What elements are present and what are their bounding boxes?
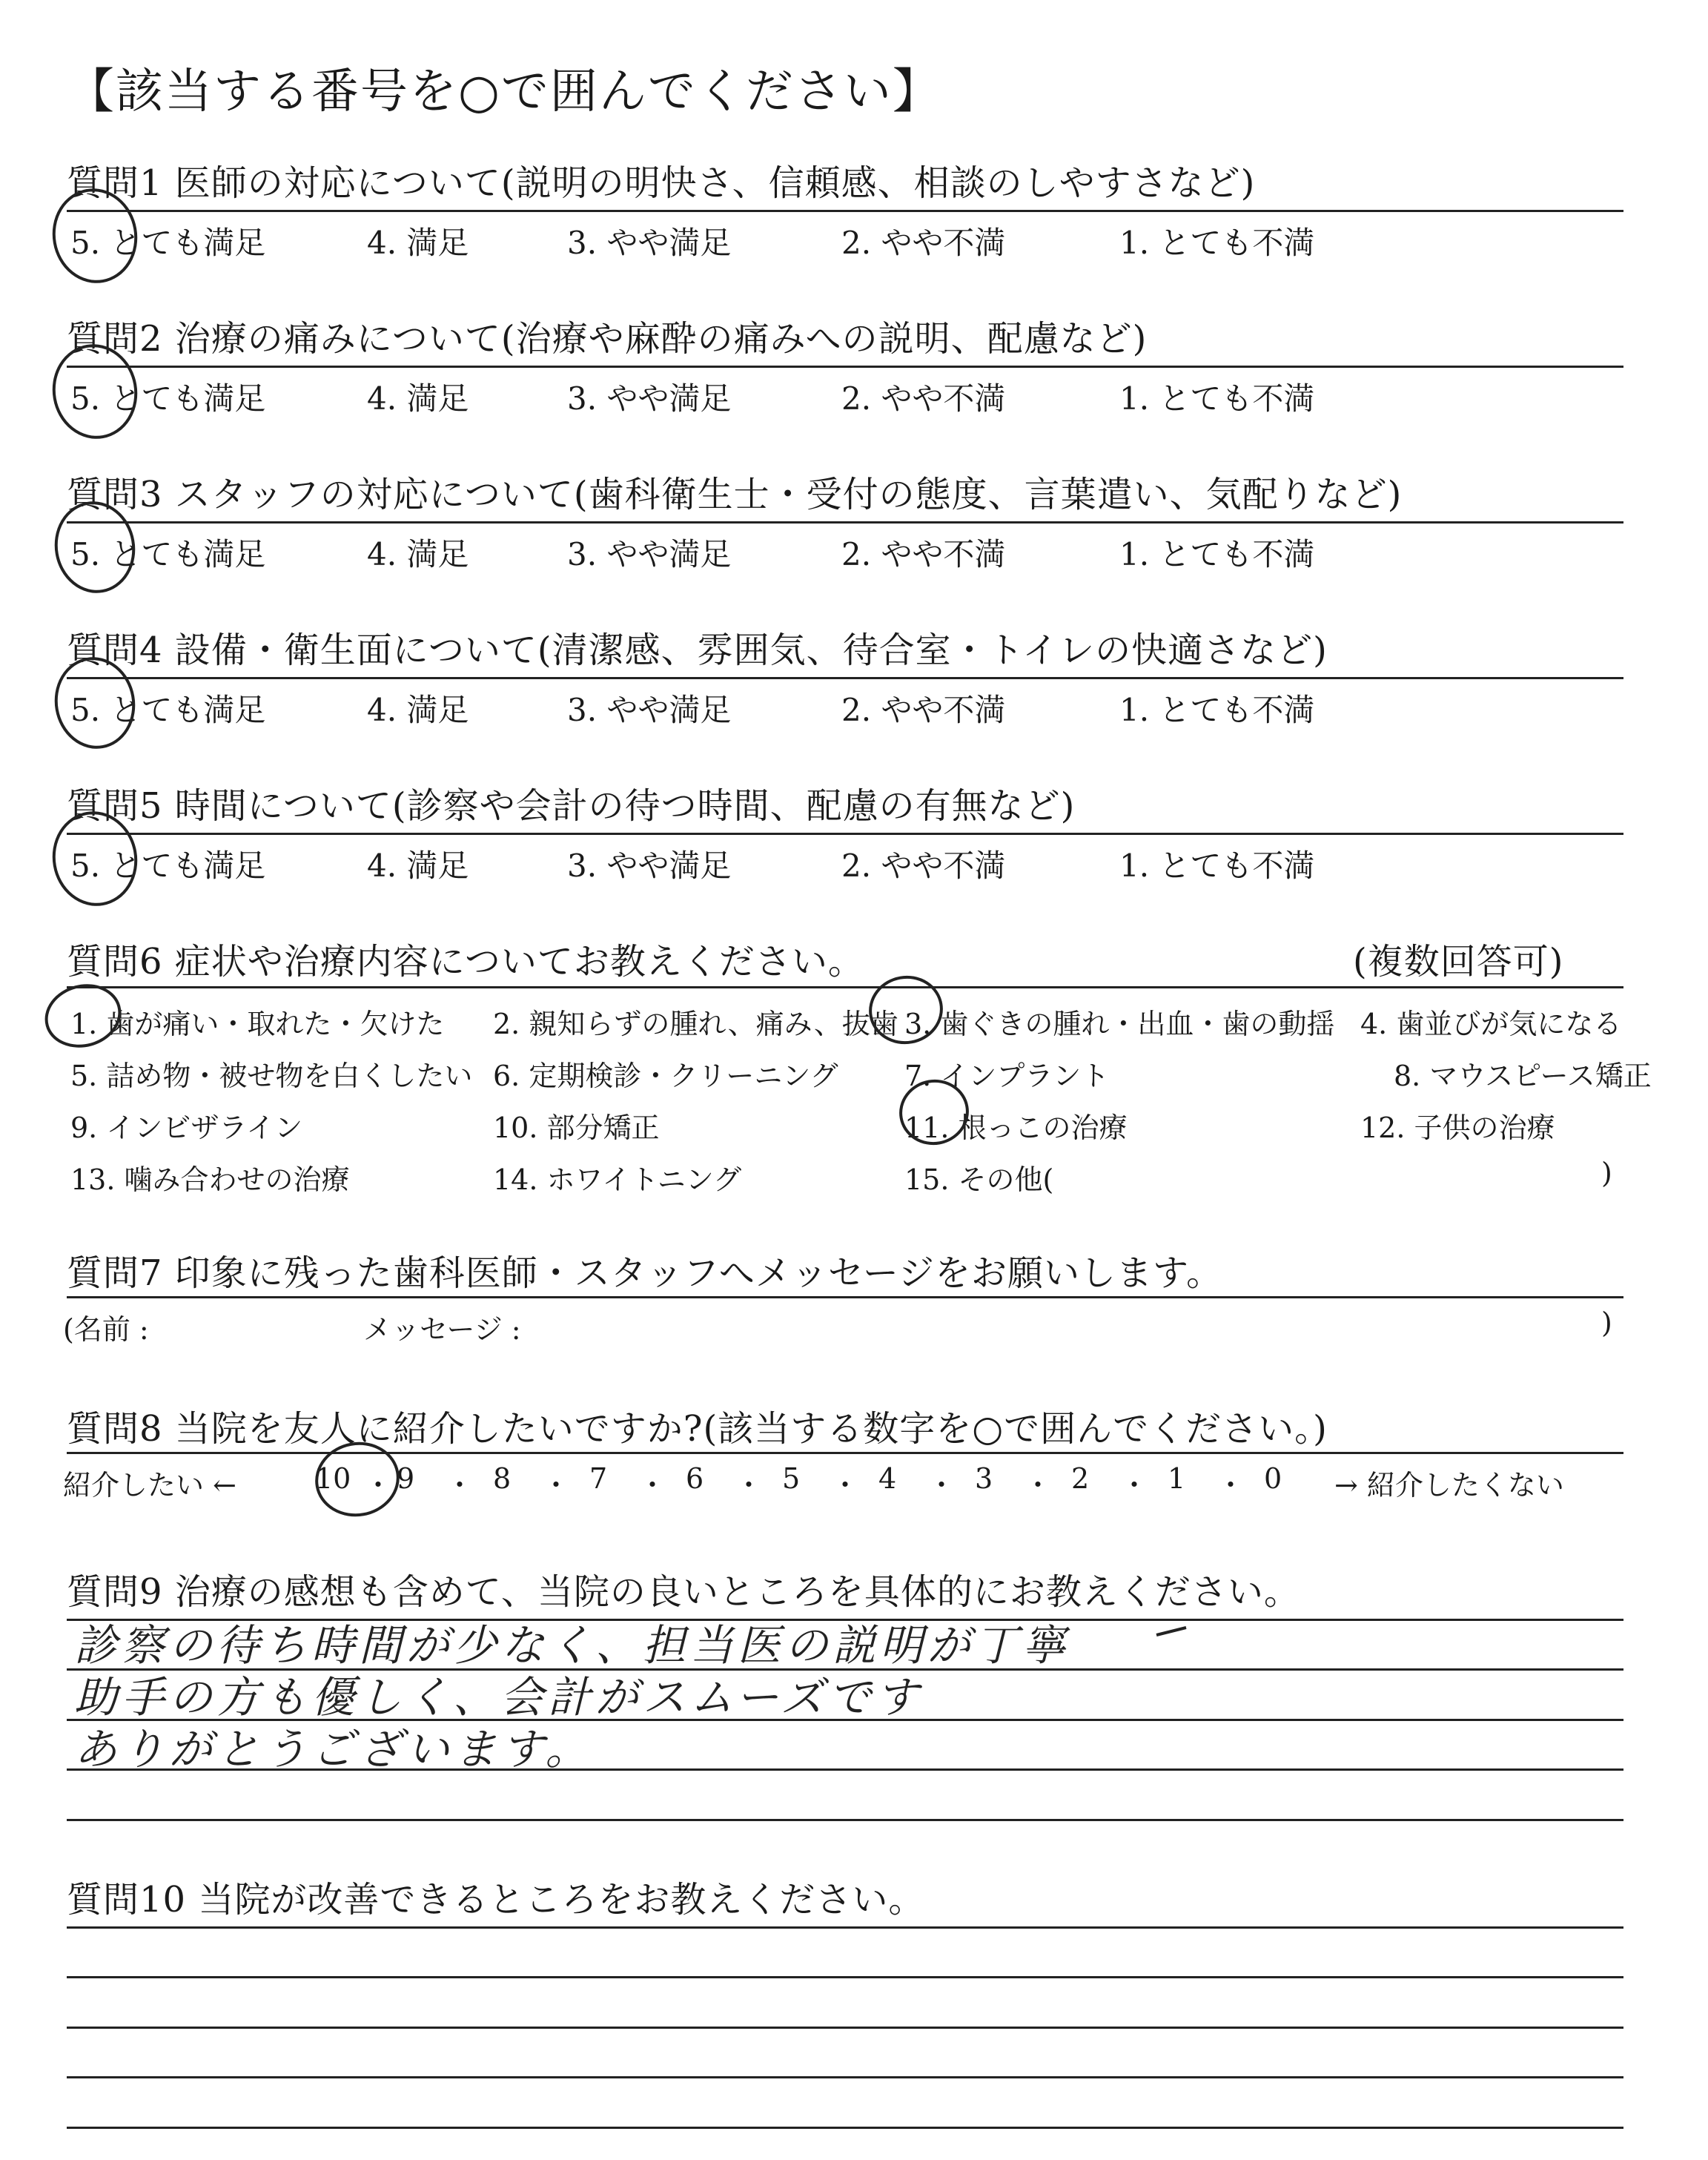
scale-5[interactable]: 5 (782, 1462, 801, 1495)
q5-option-2[interactable]: 2. やや不満 (841, 848, 1006, 884)
divider (67, 521, 1623, 524)
scale-dot: ・ (1119, 1469, 1148, 1502)
q2-option-1[interactable]: 1. とても不満 (1119, 380, 1315, 417)
handwritten-stroke (1156, 1628, 1186, 1635)
question-5-title: 質問5 時間について(診察や会計の待つ時間、配慮の有無など) (67, 785, 1076, 827)
divider (67, 1452, 1623, 1454)
scale-2[interactable]: 2 (1071, 1462, 1090, 1495)
question-2-title: 質問2 治療の痛みについて(治療や麻酔の痛みへの説明、配慮など) (67, 318, 1148, 360)
q6-option-3[interactable]: 3. 歯ぐきの腫れ・出血・歯の動揺 (904, 1008, 1335, 1040)
q2-option-5[interactable]: 5. とても満足 (70, 380, 266, 417)
q1-option-3[interactable]: 3. やや満足 (567, 225, 732, 261)
q6-option-12[interactable]: 12. 子供の治療 (1360, 1112, 1555, 1144)
divider (67, 210, 1623, 212)
scale-4[interactable]: 4 (878, 1462, 897, 1495)
q6-option-14[interactable]: 14. ホワイトニング (493, 1163, 742, 1196)
handwritten-answer-line-3: ありがとうございます。 (74, 1724, 593, 1774)
scale-dot: ・ (363, 1469, 392, 1502)
q4-option-5[interactable]: 5. とても満足 (70, 692, 266, 728)
scale-dot: ・ (445, 1469, 474, 1502)
handwritten-answer-line-2: 助手の方も優しく、会計がスムーズです (74, 1672, 924, 1723)
q5-option-5[interactable]: 5. とても満足 (70, 848, 266, 884)
scale-dot: ・ (927, 1469, 956, 1502)
recommend-right-label: → 紹介したくない (1334, 1469, 1564, 1502)
q3-option-4[interactable]: 4. 満足 (367, 536, 469, 572)
q6-option-11[interactable]: 11. 根っこの治療 (904, 1112, 1128, 1144)
q4-option-2[interactable]: 2. やや不満 (841, 692, 1006, 728)
q1-option-5[interactable]: 5. とても満足 (70, 225, 266, 261)
question-6-title: 質問6 症状や治療内容についてお教えください。 (67, 941, 864, 982)
scale-9[interactable]: 9 (397, 1462, 415, 1495)
writing-line (67, 1976, 1623, 1978)
divider (67, 677, 1623, 679)
divider (67, 986, 1623, 988)
q6-option-8[interactable]: 8. マウスピース矯正 (1394, 1060, 1652, 1092)
question-4-title: 質問4 設備・衛生面について(清潔感、雰囲気、待合室・トイレの快適さなど) (67, 630, 1328, 671)
q6-option-10[interactable]: 10. 部分矯正 (493, 1112, 660, 1144)
scale-dot: ・ (830, 1469, 859, 1502)
writing-line (67, 2076, 1623, 2078)
question-3-title: 質問3 スタッフの対応について(歯科衛生士・受付の態度、言葉遣い、気配りなど) (67, 474, 1403, 515)
writing-line (67, 1819, 1623, 1821)
q2-option-3[interactable]: 3. やや満足 (567, 380, 732, 417)
q5-option-4[interactable]: 4. 満足 (367, 848, 469, 884)
q7-close-paren: ) (1601, 1307, 1612, 1339)
form-header: 【該当する番号を○で囲んでください】 (67, 65, 941, 119)
scale-0[interactable]: 0 (1264, 1462, 1282, 1495)
q1-option-4[interactable]: 4. 満足 (367, 225, 469, 261)
q4-option-1[interactable]: 1. とても不満 (1119, 692, 1315, 728)
recommend-scale (315, 1462, 1294, 1503)
scale-dot: ・ (1023, 1469, 1052, 1502)
writing-line (67, 2127, 1623, 2129)
q3-option-1[interactable]: 1. とても不満 (1119, 536, 1315, 572)
q7-name-label: (名前 : (63, 1313, 149, 1346)
q4-option-3[interactable]: 3. やや満足 (567, 692, 732, 728)
q6-option-13[interactable]: 13. 噛み合わせの治療 (70, 1163, 350, 1196)
question-7-title: 質問7 印象に残った歯科医師・スタッフへメッセージをお願いします。 (67, 1252, 1223, 1294)
question-1-title: 質問1 医師の対応について(説明の明快さ、信頼感、相談のしやすさなど) (67, 162, 1256, 204)
q1-option-1[interactable]: 1. とても不満 (1119, 225, 1315, 261)
scale-6[interactable]: 6 (686, 1462, 704, 1495)
scale-7[interactable]: 7 (589, 1462, 608, 1495)
q3-option-2[interactable]: 2. やや不満 (841, 536, 1006, 572)
scale-10[interactable]: 10 (315, 1462, 351, 1495)
q6-option-9[interactable]: 9. インビザライン (70, 1112, 303, 1144)
question-10-title: 質問10 当院が改善できるところをお教えください。 (67, 1879, 925, 1920)
q3-option-5[interactable]: 5. とても満足 (70, 536, 266, 572)
writing-line (67, 1926, 1623, 1929)
q2-option-2[interactable]: 2. やや不満 (841, 380, 1006, 417)
scale-dot: ・ (638, 1469, 666, 1502)
q6-other-close-paren: ) (1601, 1157, 1612, 1189)
divider (67, 366, 1623, 368)
q3-option-3[interactable]: 3. やや満足 (567, 536, 732, 572)
scale-8[interactable]: 8 (493, 1462, 512, 1495)
question-9-title: 質問9 治療の感想も含めて、当院の良いところを具体的にお教えください。 (67, 1571, 1300, 1613)
q6-option-4[interactable]: 4. 歯並びが気になる (1360, 1008, 1622, 1040)
q5-option-1[interactable]: 1. とても不満 (1119, 848, 1315, 884)
recommend-left-label: 紹介したい ← (63, 1469, 236, 1502)
scale-dot: ・ (541, 1469, 570, 1502)
writing-line (67, 2027, 1623, 2029)
q6-option-6[interactable]: 6. 定期検診・クリーニング (493, 1060, 838, 1092)
scale-dot: ・ (734, 1469, 763, 1502)
q5-option-3[interactable]: 3. やや満足 (567, 848, 732, 884)
scale-1[interactable]: 1 (1168, 1462, 1186, 1495)
q7-message-label: メッセージ : (363, 1313, 521, 1346)
question-8-title: 質問8 当院を友人に紹介したいですか?(該当する数字を○で囲んでください。) (67, 1408, 1328, 1450)
scale-dot: ・ (1216, 1469, 1245, 1502)
q6-option-15[interactable]: 15. その他( (904, 1163, 1054, 1196)
q6-option-2[interactable]: 2. 親知らずの腫れ、痛み、抜歯 (493, 1008, 898, 1040)
scale-3[interactable]: 3 (975, 1462, 993, 1495)
handwritten-answer-line-1: 診察の待ち時間が少なく、担当医の説明が丁寧 (74, 1620, 1070, 1671)
q2-option-4[interactable]: 4. 満足 (367, 380, 469, 417)
q1-option-2[interactable]: 2. やや不満 (841, 225, 1006, 261)
multiple-answers-note: (複数回答可) (1353, 941, 1564, 982)
q6-option-7[interactable]: 7. インプラント (904, 1060, 1110, 1092)
divider (67, 833, 1623, 835)
q6-option-5[interactable]: 5. 詰め物・被せ物を白くしたい (70, 1060, 473, 1092)
q6-option-1[interactable]: 1. 歯が痛い・取れた・欠けた (70, 1008, 445, 1040)
q4-option-4[interactable]: 4. 満足 (367, 692, 469, 728)
divider (67, 1296, 1623, 1298)
